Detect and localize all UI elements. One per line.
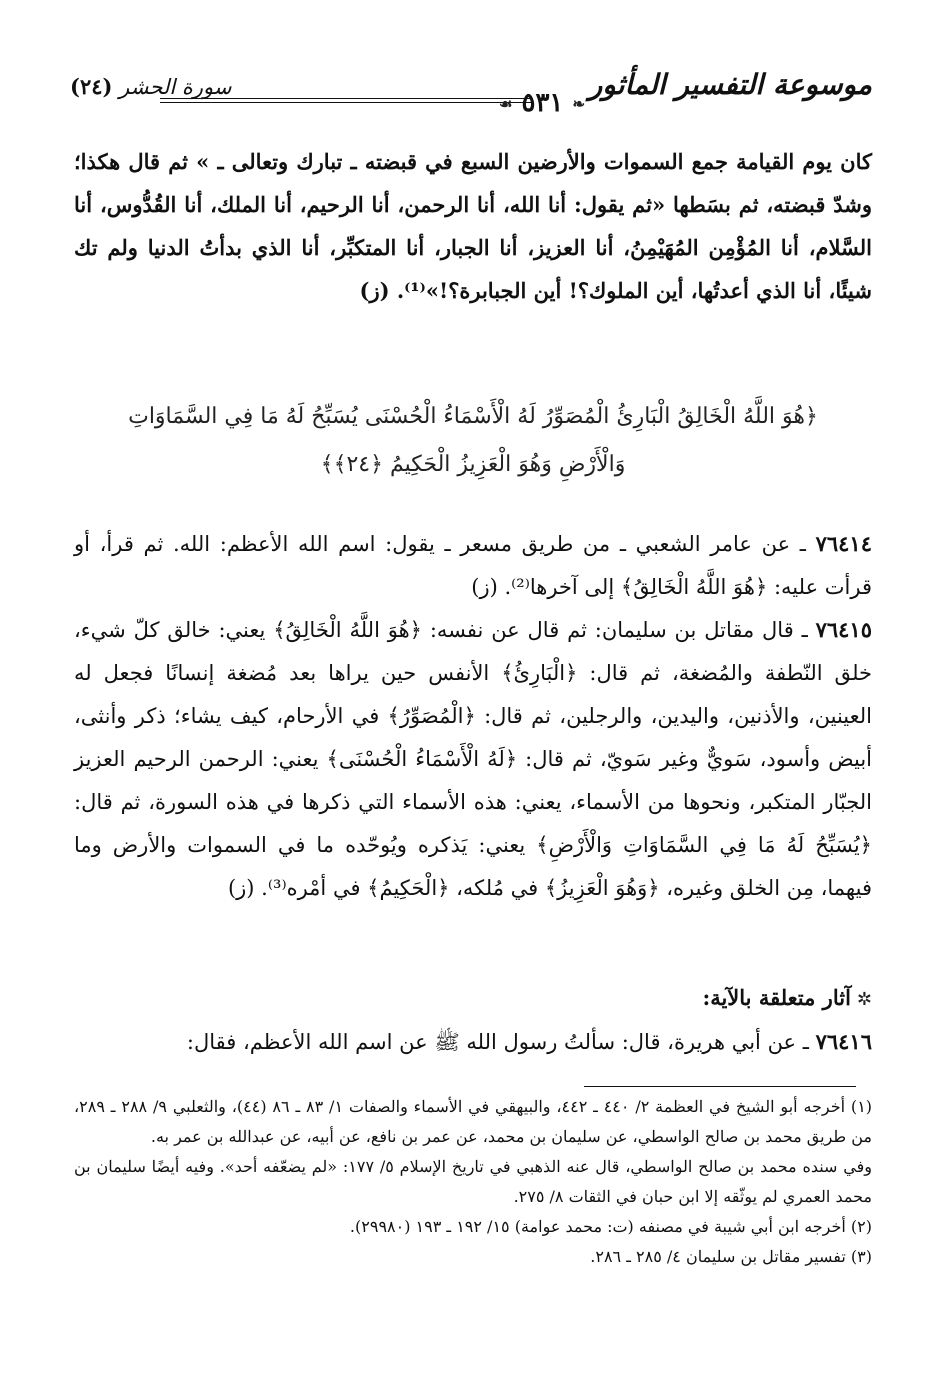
entry-number: ٧٦٤١٥ [815,617,872,642]
header-rule-left [160,98,494,106]
page-number-block [482,88,602,118]
ornament-right-icon: ❧ [572,95,586,113]
entry-text: ـ قال مقاتل بن سليمان: ثم قال عن نفسه: ﴿هُوَ اللَّهُ الْخَالِقُ﴾ يعني: خالق كلّ شيء، خلق النّطفة والمُضغة، ثم قال: ﴿الْبَارِئُ﴾ الأنفس حين يراها بعد مُضغة إنسانًا فجعل له العينين، والأذنين، واليدين، والرجلين، ثم قال: ﴿الْمُصَوِّرُ﴾ في الأرحام، كيف يشاء؛ ذكر وأنثى، أبيض وأسود، سَويٌّ وغير سَويّ، ثم قال: ﴿لَهُ الْأَسْمَاءُ الْحُسْنَى﴾ يعني: الرحمن الرحيم العزيز الجبّار المتكبر، ونحوها من الأسماء، يعني: هذه الأسماء التي ذكرها في هذه السورة، ثم قال: ﴿يُسَبِّحُ لَهُ مَا فِي السَّمَاوَاتِ وَالْأَرْضِ﴾ يعني: يَذكره ويُوحّده ما في السموات والأرض وما فيهما، مِن الخلق وغيره، ﴿وَهُوَ الْعَزِيزُ﴾ في مُلكه، ﴿الْحَكِيمُ﴾ في أمْره⁽³⁾. (ز) [74,618,872,900]
entry-76414 [74,522,872,609]
page-header [70,68,872,126]
star-ornament-icon: ✲ [856,989,872,1010]
surah-label [70,74,232,99]
entry-number: ٧٦٤١٦ [815,1029,872,1054]
quran-verse: ﴿هُوَ اللَّهُ الْخَالِقُ الْبَارِئُ الْمُصَوِّرُ لَهُ الْأَسْمَاءُ الْحُسْنَى يُسَبِّحُ لَهُ مَا فِي السَّمَاوَاتِ وَالْأَرْضِ وَهُوَ الْعَزِيزُ الْحَكِيمُ ﴿٢٤﴾﴾ [128,404,818,477]
footnote-3: (٣) تفسير مقاتل بن سليمان ٤/ ٢٨٥ ـ ٢٨٦. [590,1247,872,1266]
page-number: ٥٣١ [521,88,564,118]
footnote-2: (٢) أخرجه ابن أبي شيبة في مصنفه (ت: محمد عوامة) ١٥/ ١٩٢ ـ ١٩٣ (٢٩٩٨٠). [349,1217,872,1236]
footnotes [74,1092,872,1272]
entry-number: ٧٦٤١٤ [815,531,872,556]
surah-name: سورة الحشر [119,75,232,99]
section-heading: آثار متعلقة بالآية: [702,985,851,1010]
surah-number: (٢٤) [70,74,113,99]
entry-76415 [74,608,872,910]
footnote-1: (١) أخرجه أبو الشيخ في العظمة ٢/ ٤٤٠ ـ ٤٤٢، والبيهقي في الأسماء والصفات ١/ ٨٣ ـ ٨٦ (٤٤)، والثعلبي ٩/ ٢٨٨ ـ ٢٨٩، من طريق محمد بن صالح الواسطي، عن سليمان بن محمد، عن عمر بن نافع، عن أبيه، عن عبدالله بن عمر به. [74,1097,873,1146]
entry-76416 [74,1020,872,1064]
section-heading-block [74,976,872,1021]
footnote-1-continued: وفي سنده محمد بن صالح الواسطي، قال عنه الذهبي في تاريخ الإسلام ٥/ ١٧٧: «لم يضعّفه أحد». وفيه أيضًا سليمان بن محمد العمري لم يوثّقه إلا ابن حبان في الثقات ٨/ ٢٧٥. [74,1157,872,1206]
footnote-separator [584,1086,856,1087]
entry-text: ـ عن عامر الشعبي ـ من طريق مسعر ـ يقول: اسم الله الأعظم: الله. ثم قرأ، أو قرأت عليه: ﴿هُوَ اللَّهُ الْخَالِقُ﴾ إلى آخرها⁽²⁾. (ز) [74,532,872,599]
ornament-left-icon: ☙ [498,95,513,113]
book-title: موسوعة التفسير المأثور [588,68,872,101]
paragraph-continuation: كان يوم القيامة جمع السموات والأرضين السبع في قبضته ـ تبارك وتعالى ـ » ثم قال هكذا؛ وشدّ قبضته، ثم بسَطها «ثم يقول: أنا الله، أنا الرحمن، أنا الرحيم، أنا الملك، أنا القُدُّوس، أنا السَّلام، أنا المُؤْمِن المُهَيْمِنُ، أنا العزيز، أنا الجبار، أنا المتكبِّر، أنا الذي بدأتُ الدنيا ولم تك شيئًا، أنا الذي أعدتُها، أين الملوك؟! أين الجبابرة؟!»⁽¹⁾. (ز) [74,149,872,303]
entry-text: ـ عن أبي هريرة، قال: سألتُ رسول الله ﷺ عن اسم الله الأعظم، فقال: [186,1030,816,1054]
